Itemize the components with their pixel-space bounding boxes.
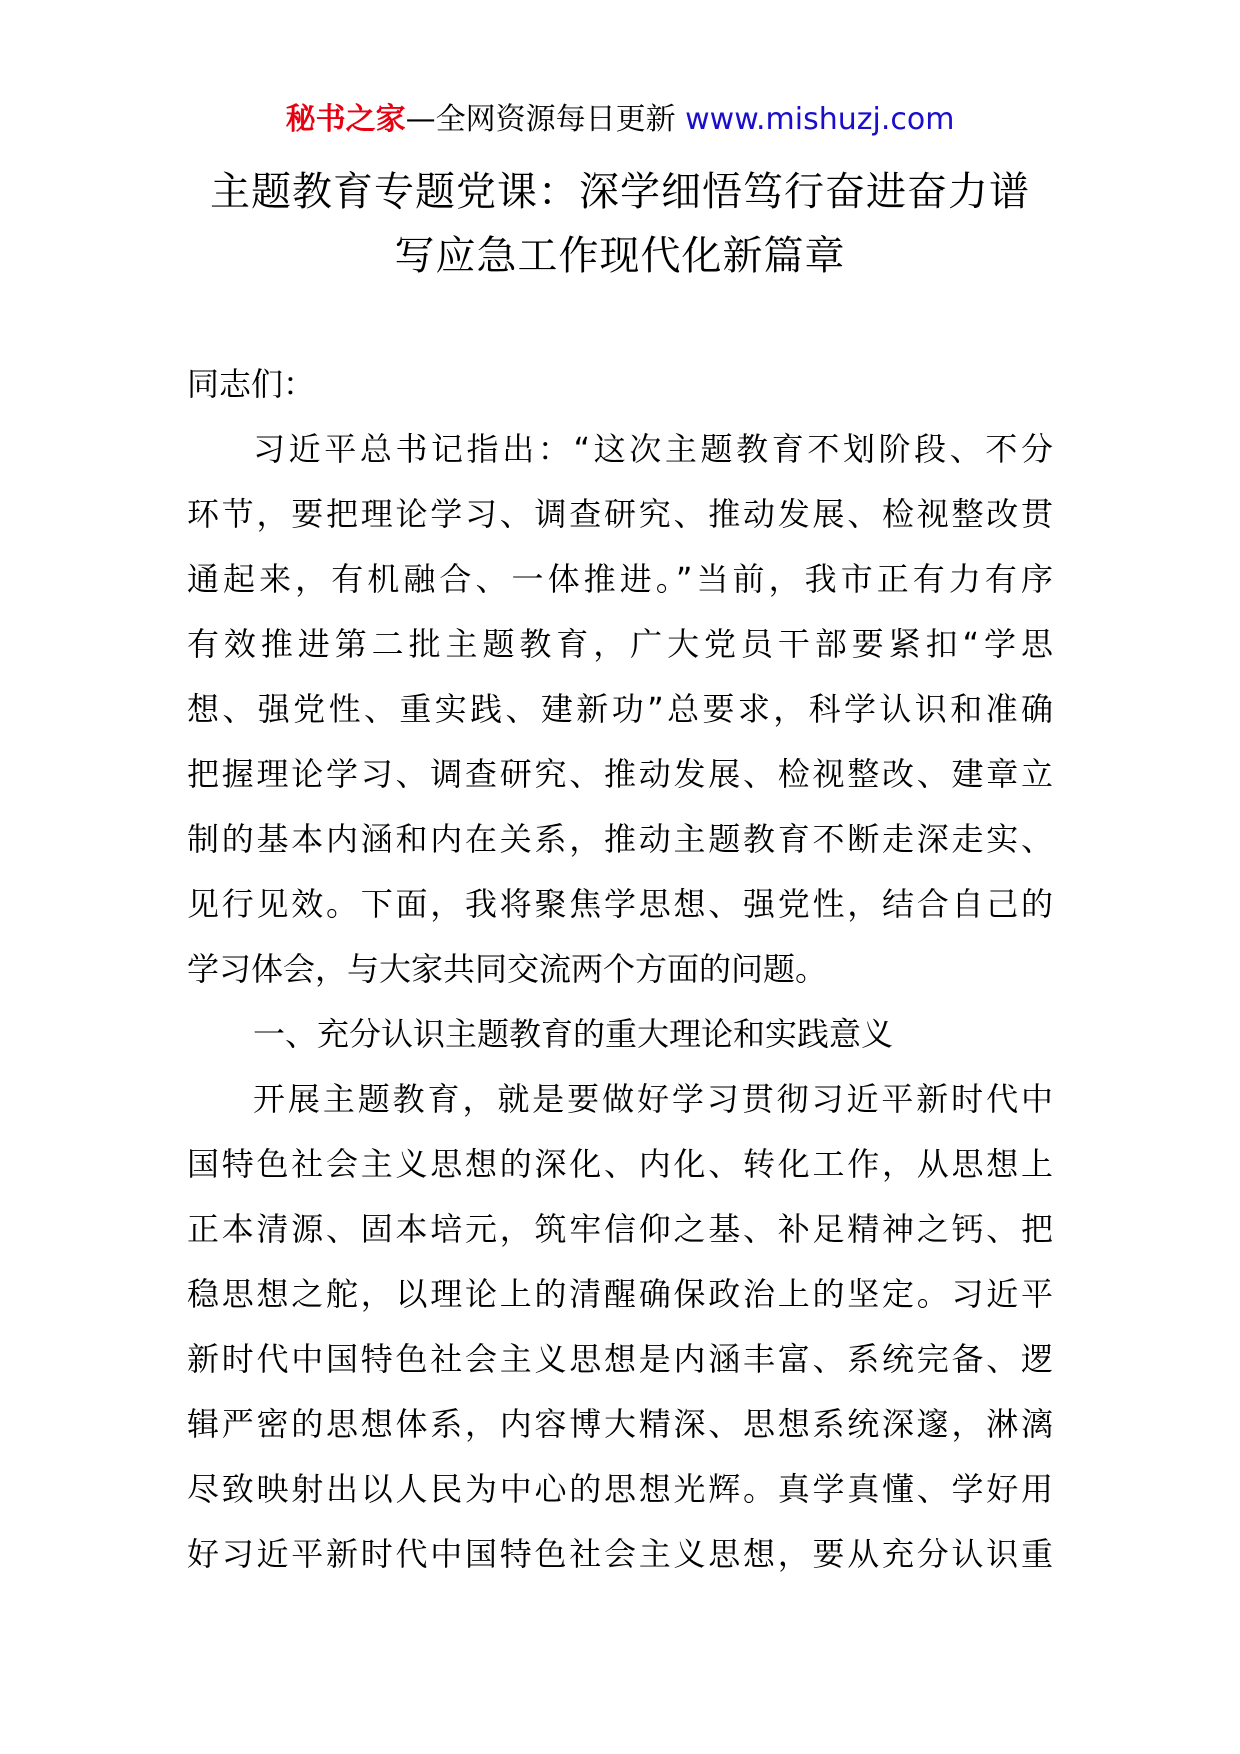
document-body [187, 352, 1053, 1587]
body-line: 环节，要把理论学习、调查研究、推动发展、检视整改贯 [187, 495, 1053, 533]
body-line: 学习体会，与大家共同交流两个方面的问题。 [187, 950, 828, 988]
document-title [150, 160, 1090, 288]
body-line: 把握理论学习、调查研究、推动发展、检视整改、建章立 [187, 755, 1053, 793]
site-brand: 秘书之家 [285, 102, 406, 137]
salutation: 同志们： [187, 365, 316, 403]
body-line: 习近平总书记指出：“这次主题教育不划阶段、不分 [253, 430, 1053, 468]
body-line: 见行见效。下面，我将聚焦学思想、强党性，结合自己的 [187, 885, 1053, 923]
body-line: 尽致映射出以人民为中心的思想光辉。真学真懂、学好用 [187, 1470, 1053, 1508]
title-line-2: 写应急工作现代化新篇章 [394, 233, 846, 279]
body-line: 辑严密的思想体系，内容博大精深、思想系统深邃，淋漓 [187, 1405, 1053, 1443]
section-heading: 一、充分认识主题教育的重大理论和实践意义 [253, 1015, 894, 1053]
body-line: 想、强党性、重实践、建新功”总要求，科学认识和准确 [187, 690, 1053, 728]
body-line: 有效推进第二批主题教育，广大党员干部要紧扣“学思 [187, 625, 1053, 663]
site-url-link[interactable]: www.mishuzj.com [685, 102, 955, 137]
body-line: 稳思想之舵，以理论上的清醒确保政治上的坚定。习近平 [187, 1275, 1053, 1313]
body-line: 制的基本内涵和内在关系，推动主题教育不断走深走实、 [187, 820, 1053, 858]
site-slogan: —全网资源每日更新 [405, 102, 686, 137]
body-line: 好习近平新时代中国特色社会主义思想，要从充分认识重 [187, 1535, 1053, 1573]
body-line: 新时代中国特色社会主义思想是内涵丰富、系统完备、逻 [187, 1340, 1053, 1378]
title-line-1: 主题教育专题党课：深学细悟笃行奋进奋力谱 [210, 169, 1030, 215]
body-line: 开展主题教育，就是要做好学习贯彻习近平新时代中 [253, 1080, 1053, 1118]
body-line: 国特色社会主义思想的深化、内化、转化工作，从思想上 [187, 1145, 1053, 1183]
body-line: 通起来，有机融合、一体推进。”当前，我市正有力有序 [187, 560, 1053, 598]
site-header [0, 100, 1240, 140]
body-line: 正本清源、固本培元，筑牢信仰之基、补足精神之钙、把 [187, 1210, 1053, 1248]
